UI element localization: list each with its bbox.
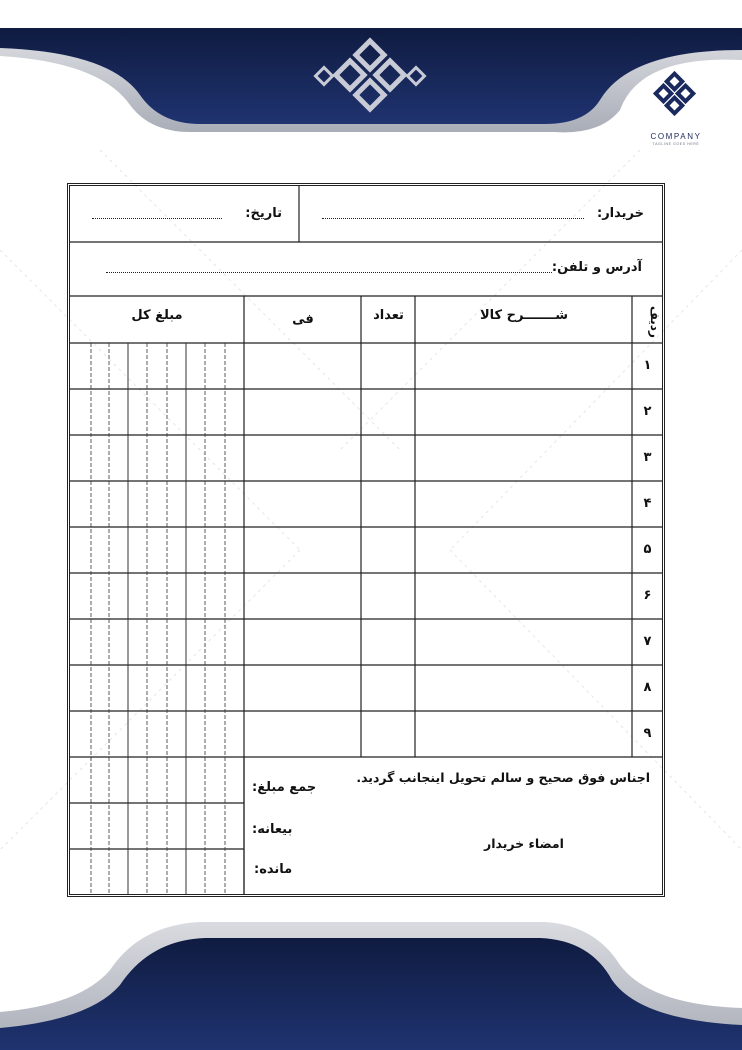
row-number: ۶ <box>643 588 652 603</box>
row-number: ۸ <box>643 680 652 695</box>
column-header-total: مبلغ کل <box>131 308 183 323</box>
date-field[interactable] <box>92 218 222 219</box>
column-header-qty: تعداد <box>373 308 404 323</box>
column-header-description: شـــــــرح کالا <box>480 308 568 323</box>
delivery-confirmation: اجناس فوق صحیح و سالم تحویل اینجانب گردید. <box>356 770 650 785</box>
row-number: ۵ <box>643 542 652 557</box>
footer-band <box>0 922 742 1050</box>
date-label: تاریخ: <box>245 206 282 221</box>
company-tagline: TAGLINE GOES HERE <box>652 142 700 146</box>
address-field[interactable] <box>106 272 552 273</box>
buyer-label: خریدار: <box>597 206 644 221</box>
row-number: ۳ <box>643 450 652 465</box>
sum-label: جمع مبلغ: <box>252 780 317 795</box>
buyer-signature-label: امضاء خریدار <box>484 836 564 851</box>
company-logo-icon <box>656 74 694 114</box>
address-label: آدرس و تلفن: <box>551 260 642 275</box>
buyer-field[interactable] <box>322 218 584 219</box>
column-header-row: ردیف <box>648 306 662 338</box>
column-header-unit-price: فی <box>292 312 314 327</box>
row-number: ۷ <box>643 634 652 649</box>
form-grid <box>70 186 662 894</box>
row-number: ۴ <box>643 496 652 511</box>
row-number: ۱ <box>643 358 652 373</box>
row-number: ۲ <box>643 404 652 419</box>
company-name: COMPANY <box>650 132 702 141</box>
row-number: ۹ <box>643 726 652 741</box>
invoice-form <box>67 183 665 897</box>
deposit-label: بیعانه: <box>252 822 293 837</box>
remaining-label: مانده: <box>254 862 293 877</box>
